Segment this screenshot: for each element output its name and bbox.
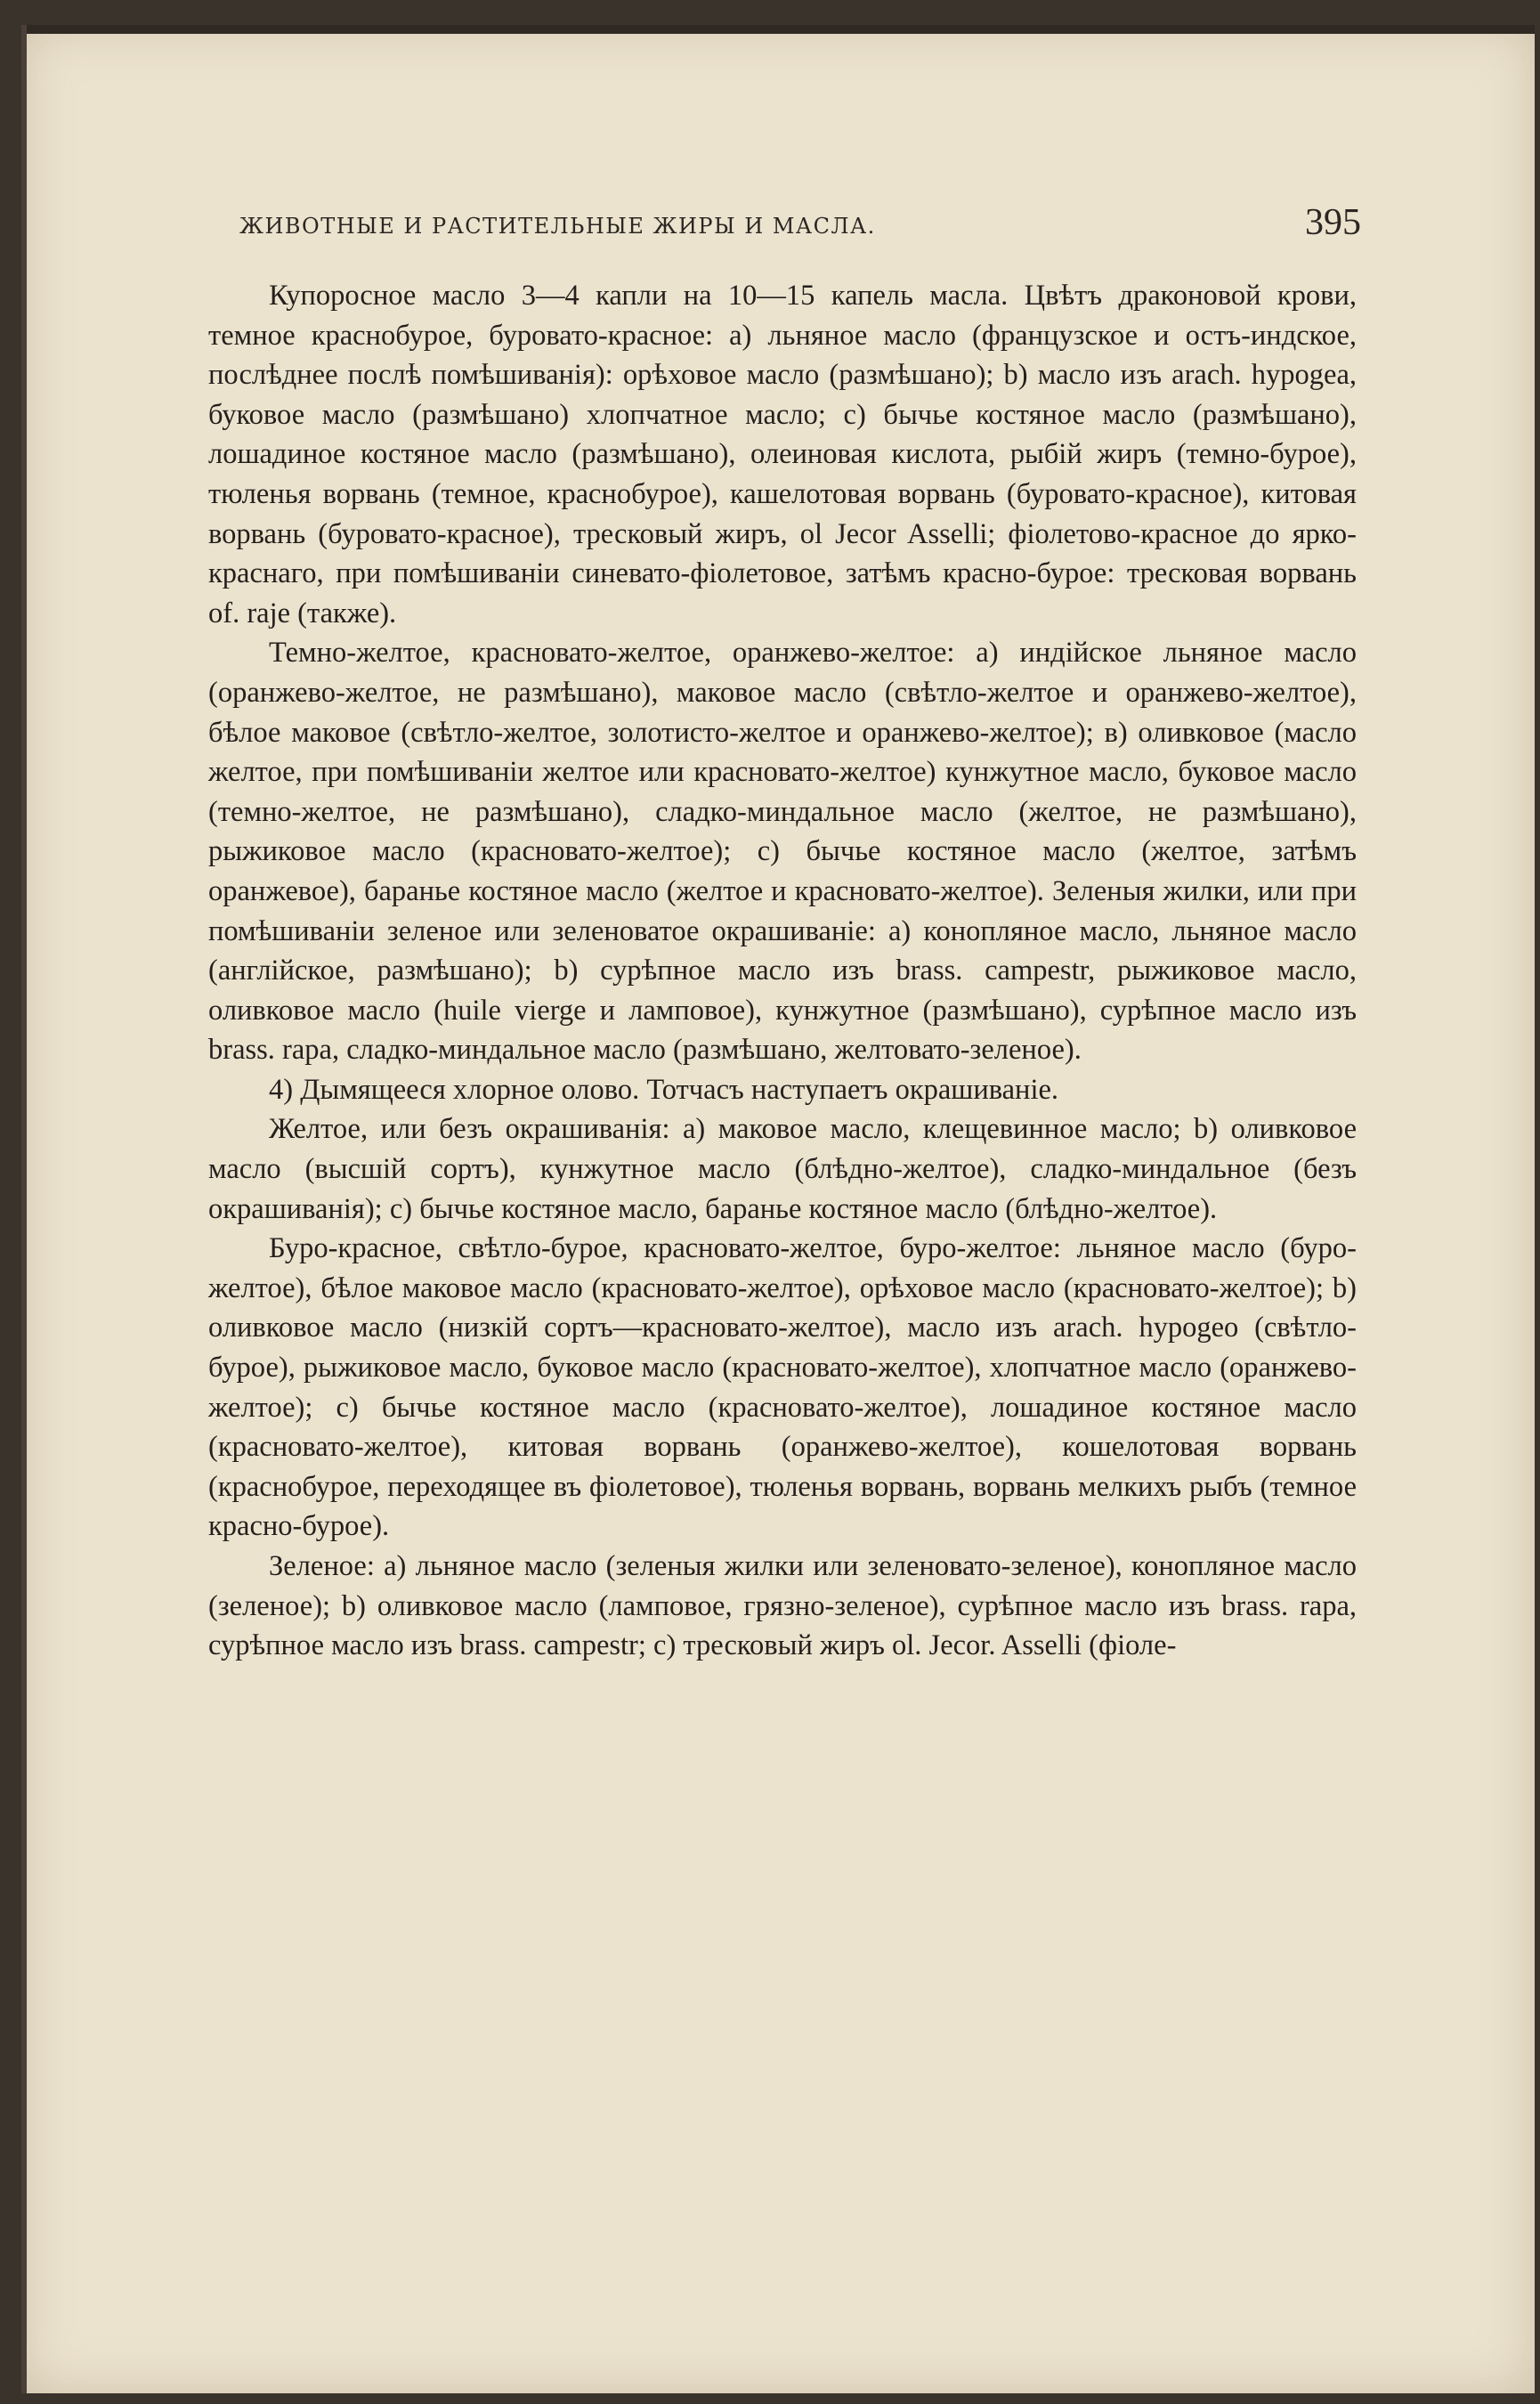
- paragraph-2: Темно-желтое, красновато-желтое, оранжево-желтое: а) индійское льняное масло (оранжево-желтое, не размѣшано), маковое масло (свѣтло-желтое и оранжево-желтое), бѣлое маковое (свѣтло-желтое, золотисто-желтое и оранжево-желтое); в) оливковое (масло желтое, при помѣшиваніи желтое или красновато-желтое) кунжутное масло, буковое масло (темно-желтое, не размѣшано), сладко-миндальное масло (желтое, не размѣшано), рыжиковое масло (красновато-желтое); с) бычье костяное масло (желтое, затѣмъ оранжевое), баранье костяное масло (желтое и красновато-желтое). Зеленыя жилки, или при помѣшиваніи зеленое или зеленоватое окрашиваніе: а) конопляное масло, льняное масло (англійское, размѣшано); b) сурѣпное масло изъ brass. campestr, рыжиковое масло, оливковое масло (huile vierge и ламповое), кунжутное (размѣшано), сурѣпное масло изъ brass. rapa, сладко-миндальное масло (размѣшано, желтовато-зеленое).: [208, 637, 1357, 1067]
- paragraph-5: Буро-красное, свѣтло-бурое, красновато-желтое, буро-желтое: льняное масло (буро-желтое), бѣлое маковое масло (красновато-желтое), орѣховое масло (красновато-желтое); b) оливковое масло (низкій сортъ—красновато-желтое), масло изъ arach. hypogeo (свѣтло-бурое), рыжиковое масло, буковое масло (красновато-желтое), хлопчатное масло (оранжево-желтое); с) бычье костяное масло (красновато-желтое), лошадиное костяное масло (красновато-желтое), китовая ворвань (оранжево-желтое), кошелотовая ворвань (краснобурое, переходящее въ фіолетовое), тюленья ворвань, ворвань мелкихъ рыбъ (темное красно-бурое).: [208, 1232, 1357, 1543]
- book-page: [21, 25, 1535, 2393]
- paragraph-6: Зеленое: а) льняное масло (зеленыя жилки или зеленовато-зеленое), конопляное масло (зеленое); b) оливковое масло (ламповое, грязно-зеленое), сурѣпное масло изъ brass. rapa, сурѣпное масло изъ brass. campestr; с) тресковый жиръ ol. Jecor. Asselli (фіоле-: [208, 1550, 1357, 1662]
- paragraph-4: Желтое, или безъ окрашиванія: а) маковое масло, клещевинное масло; b) оливковое масло (высшій сортъ), кунжутное масло (блѣдно-желтое), сладко-миндальное (безъ окрашиванія); с) бычье костяное масло, баранье костяное масло (блѣдно-желтое).: [208, 1113, 1357, 1225]
- paragraph-1: Купоросное масло 3—4 капли на 10—15 капель масла. Цвѣтъ драконовой крови, темное краснобурое, буровато-красное: а) льняное масло (французское и остъ-индское, послѣднее послѣ помѣшиванія): орѣховое масло (размѣшано); b) масло изъ arach. hypogea, буковое масло (размѣшано) хлопчатное масло; с) бычье костяное масло (размѣшано), лошадиное костяное масло (размѣшано), олеиновая кислота, рыбій жиръ (темно-бурое), тюленья ворвань (темное, краснобурое), кашелотовая ворвань (буровато-красное), китовая ворвань (буровато-красное), тресковый жиръ, ol Jecor Asselli; фіолетово-красное до ярко-краснаго, при помѣшиваніи синевато-фіолетовое, затѣмъ красно-бурое: тресковая ворвань of. raje (также).: [208, 280, 1357, 629]
- running-head: ЖИВОТНЫЕ И РАСТИТЕЛЬНЫЕ ЖИРЫ И МАСЛА.: [239, 214, 876, 239]
- page-header: [204, 201, 1361, 255]
- body-text: [208, 276, 1357, 1666]
- scan-top-edge: [21, 25, 1535, 34]
- paragraph-3: 4) Дымящееся хлорное олово. Тотчасъ наступаетъ окрашиваніе.: [269, 1073, 1059, 1106]
- page-number: 395: [1305, 202, 1361, 243]
- scan-left-edge: [21, 25, 27, 2393]
